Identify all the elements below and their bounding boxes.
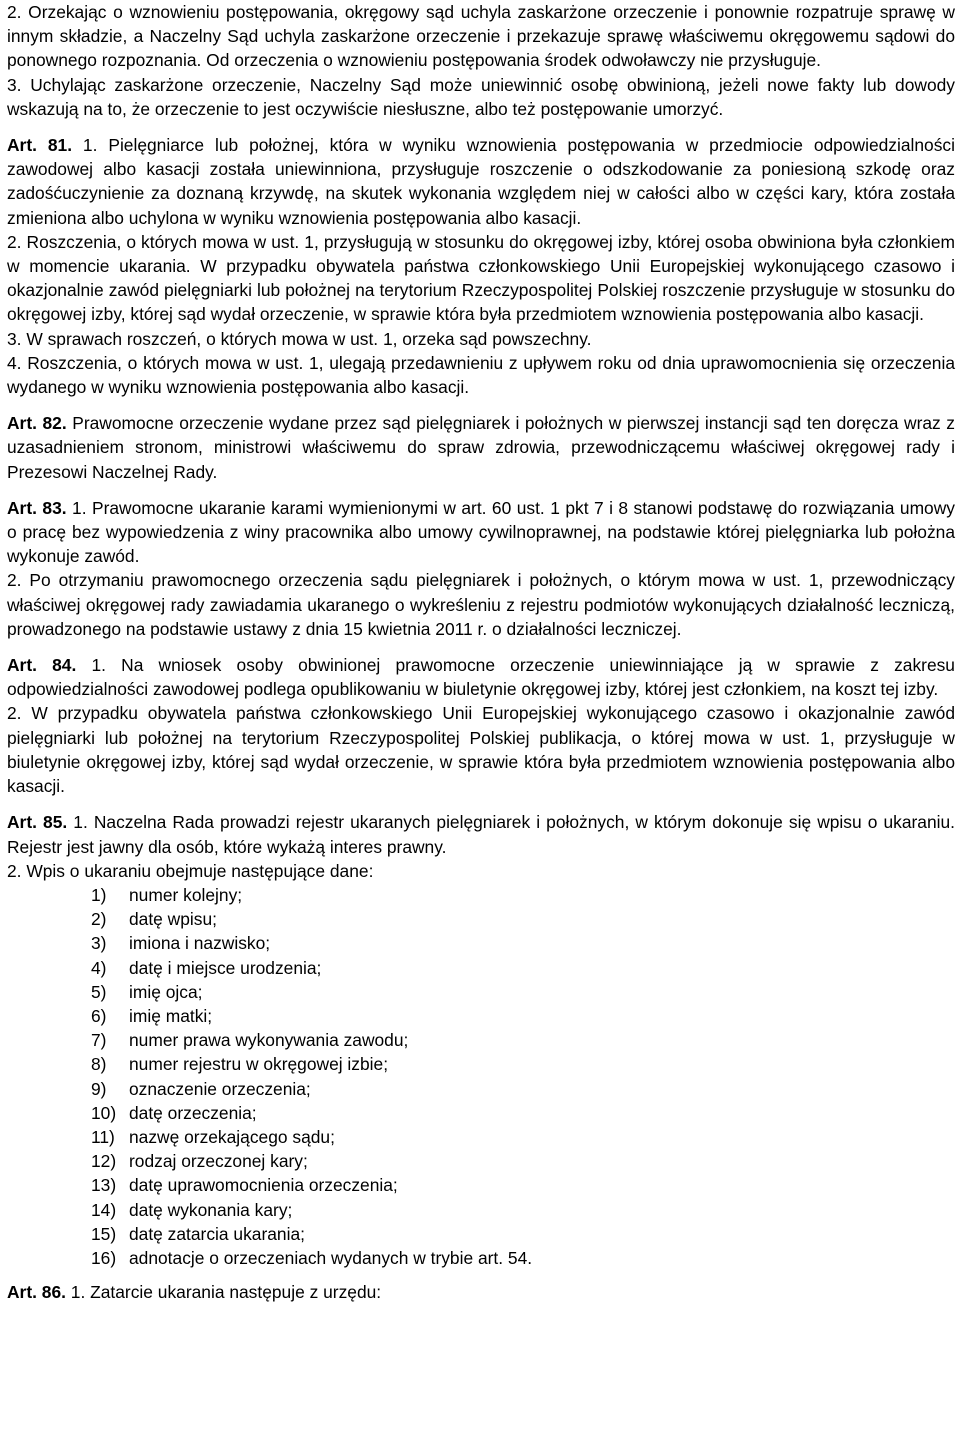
list-item-number: 9) [91,1078,107,1099]
art-82-label: Art. 82. [7,413,67,434]
list-item-text: imię matki; [129,1005,213,1026]
list-item-text: datę uprawomocnienia orzeczenia; [129,1175,398,1196]
art-84-text-1: 1. Na wniosek osoby obwinionej prawomocne orzeczenie uniewinniające ją w sprawie z zakresu odpowiedzialności zawodowej podlega opublikowaniu w biuletynie okręgowej izby, której jest członkiem, na koszt tej izby. [7,655,955,700]
list-item-text: nazwę orzekającego sądu; [129,1126,335,1147]
list-item [7,1173,955,1197]
list-item [7,1125,955,1149]
list-item [7,1149,955,1173]
list-item-number: 11) [91,1126,115,1147]
art-86-label: Art. 86. [7,1282,66,1303]
list-item [7,1198,955,1222]
list-item-text: rodzaj orzeczonej kary; [129,1151,308,1172]
list-item-number: 5) [91,981,107,1002]
art-83-text-1: 1. Prawomocne ukaranie karami wymienionymi w art. 60 ust. 1 pkt 7 i 8 stanowi podstawę do rozwiązania umowy o pracę bez wypowiedzenia z winy pracownika albo umowy cywilnoprawnej, na podstawie której pielęgniarka lub położna wykonuje zawód. [7,497,955,567]
list-item [7,1077,955,1101]
list-item-text: datę orzeczenia; [129,1102,257,1123]
list-item [7,907,955,931]
art-86-paragraph-1 [7,1280,955,1304]
list-item-number: 3) [91,933,107,954]
art-84-paragraph-2: 2. W przypadku obywatela państwa członkowskiego Unii Europejskiej wykonującego czasowo i okazjonalnie zawód pielęgniarki lub położnej na terytorium Rzeczypospolitej Polskiej publikacja, o której mowa w ust. 1, przysługuje w biuletynie okręgowej izby, której sąd wydał orzeczenie, w sprawie która była przedmiotem wznowienia postępowania albo kasacji. [7,703,955,797]
art-81-paragraph-3: 3. W sprawach roszczeń, o których mowa w ust. 1, orzeka sąd powszechny. [7,328,592,349]
list-item [7,931,955,955]
list-item-text: datę zatarcia ukarania; [129,1223,305,1244]
list-item-text: datę wpisu; [129,909,217,930]
art-83-paragraph-1 [7,496,955,569]
art-85-text-1: 1. Naczelna Rada prowadzi rejestr ukaranych pielęgniarek i położnych, w którym dokonuje się wpisu o ukaraniu. Rejestr jest jawny dla osób, które wykażą interes prawny. [7,812,955,857]
art-81-text-1: 1. Pielęgniarce lub położnej, która w wyniku wznowienia postępowania w przedmiocie odpowiedzialności zawodowej albo kasacji została uniewinniona, przysługuje roszczenie o odszkodowanie za poniesioną szkodę oraz zadośćuczynienie za doznaną krzywdę, na skutek wykonania względem niej w całości albo w części kary, która została zmieniona albo uchylona w wyniku wznowienia postępowania albo kasacji. [7,135,955,228]
register-data-list [7,883,955,1270]
list-item-number: 7) [91,1030,107,1051]
art-85-label: Art. 85. [7,812,68,833]
list-item [7,883,955,907]
list-item [7,1101,955,1125]
list-item [7,1028,955,1052]
art-81-label: Art. 81. [7,135,73,156]
art-81-paragraph-1 [7,133,955,230]
list-item [7,1052,955,1076]
paragraph-2: 2. Orzekając o wznowieniu postępowania, okręgowy sąd uchyla zaskarżone orzeczenie i ponownie rozpatruje sprawę w innym składzie, a Naczelny Sąd uchyla zaskarżone orzeczenie i przekazuje sprawę właściwemu okręgowemu sądowi do ponownego rozpoznania. Od orzeczenia o wznowieniu postępowania środek odwoławczy nie przysługuje. [7,2,955,71]
list-item-number: 12) [91,1151,117,1172]
list-item-number: 1) [91,884,107,905]
art-84-label: Art. 84. [7,655,77,676]
list-item-number: 15) [91,1223,117,1244]
list-item-text: numer kolejny; [129,884,243,905]
list-item-text: datę wykonania kary; [129,1199,293,1220]
list-item-text: adnotacje o orzeczeniach wydanych w trybie art. 54. [129,1247,533,1268]
art-82-text: Prawomocne orzeczenie wydane przez sąd pielęgniarek i położnych w pierwszej instancji sąd ten doręcza wraz z uzasadnieniem stronom, ministrowi właściwemu do spraw zdrowia, przewodniczącemu właściwej okręgowej rady i Prezesowi Naczelnej Rady. [7,413,955,482]
document-page [7,0,955,1304]
list-item-text: imiona i nazwisko; [129,933,271,954]
list-item-number: 13) [91,1175,117,1196]
paragraph-3: 3. Uchylając zaskarżone orzeczenie, Naczelny Sąd może uniewinnić osobę obwinioną, jeżeli nowe fakty lub dowody wskazują na to, że orzeczenie to jest oczywiście niesłuszne, albo też postępowanie umorzyć. [7,74,955,119]
art-85-paragraph-1 [7,810,955,858]
art-81-paragraph-4: 4. Roszczenia, o których mowa w ust. 1, ulegają przedawnieniu z upływem roku od dnia uprawomocnienia się orzeczenia wydanego w wyniku wznowienia postępowania albo kasacji. [7,352,955,398]
list-item-number: 2) [91,909,107,930]
list-item-number: 8) [91,1054,107,1075]
list-item [7,956,955,980]
list-item [7,980,955,1004]
list-item [7,1222,955,1246]
art-83-paragraph-2: 2. Po otrzymaniu prawomocnego orzeczenia sądu pielęgniarek i położnych, o którym mowa w ust. 1, przewodniczący właściwej okręgowej rady zawiadamia ukaranego o wykreśleniu z rejestru podmiotów wykonujących działalność leczniczą, prowadzonego na podstawie ustawy z dnia 15 kwietnia 2011 r. o działalności leczniczej. [7,570,955,639]
list-item-number: 4) [91,957,107,978]
list-item-number: 16) [91,1247,117,1268]
art-81-paragraph-2: 2. Roszczenia, o których mowa w ust. 1, przysługują w stosunku do okręgowej izby, której osoba obwiniona była członkiem w momencie ukarania. W przypadku obywatela państwa członkowskiego Unii Europejskiej wykonującego czasowo i okazjonalnie zawód pielęgniarki lub położnej na terytorium Rzeczypospolitej Polskiej roszczenie przysługuje w stosunku do okręgowej izby, której sąd wydał orzeczenie, w sprawie która była przedmiotem wznowienia postępowania albo kasacji. [7,231,955,325]
list-item-text: datę i miejsce urodzenia; [129,957,322,978]
list-item-number: 14) [91,1199,117,1220]
art-86-text-1: 1. Zatarcie ukarania następuje z urzędu: [65,1282,382,1303]
list-item-number: 10) [91,1102,117,1123]
art-84-paragraph-1 [7,653,955,701]
art-82-paragraph [7,411,955,484]
art-83-label: Art. 83. [7,497,67,518]
list-item-number: 6) [91,1005,107,1026]
list-item-text: numer rejestru w okręgowej izbie; [129,1054,389,1075]
list-item-text: oznaczenie orzeczenia; [129,1078,311,1099]
list-item-text: imię ojca; [129,981,203,1002]
list-item-text: numer prawa wykonywania zawodu; [129,1030,409,1051]
list-item [7,1004,955,1028]
list-item [7,1246,955,1270]
art-85-paragraph-2: 2. Wpis o ukaraniu obejmuje następujące dane: [7,860,374,881]
